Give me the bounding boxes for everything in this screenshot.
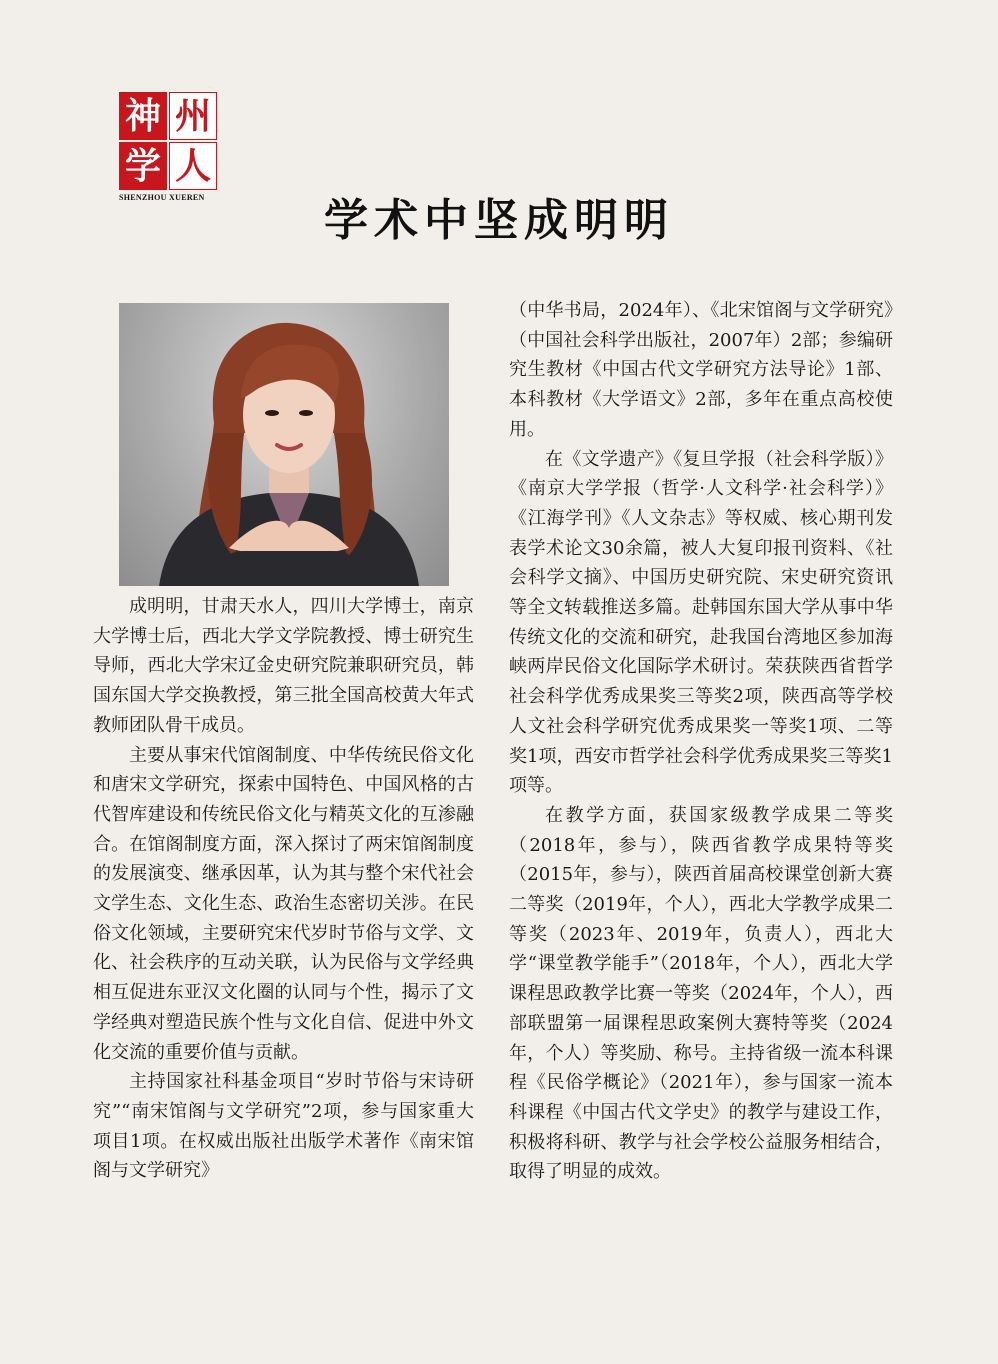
article-left-column	[93, 592, 474, 1186]
paragraph-papers-awards: 在《文学遗产》《复旦学报（社会科学版）》《南京大学学报（哲学·人文科学·社会科学）》《江海学刊》《人文杂志》等权威、核心期刊发表学术论文30余篇，被人大复印报刊资料、《社会科学文摘》、中国历史研究院、宋史研究资讯等全文转载推送多篇。赴韩国东国大学从事中华传统文化的交流和研究，赴我国台湾地区参加海峡两岸民俗文化国际学术研讨。荣获陕西省哲学社会科学优秀成果奖三等奖2项，陕西高等学校人文社会科学研究优秀成果奖一等奖1项、二等奖1项，西安市哲学社会科学优秀成果奖三等奖1项等。	[509, 448, 893, 797]
logo-char-zhou: 州	[169, 92, 217, 140]
paragraph-teaching: 在教学方面，获国家级教学成果二等奖（2018年，参与），陕西省教学成果特等奖（2015年，参与），陕西首届高校课堂创新大赛二等奖（2019年，个人），西北大学教学成果二等奖（2023年、2019年，负责人），西北大学“课堂教学能手”（2018年，个人），西北大学课程思政教学比赛一等奖（2024年，个人），西部联盟第一届课程思政案例大赛特等奖（2024年，个人）等奖励、称号。主持省级一流本科课程《民俗学概论》（2021年），参与国家一流本科课程《中国古代文学史》的教学与建设工作，积极将科研、教学与社会学校公益服务相结合，取得了明显的成效。	[509, 804, 893, 1183]
logo-grid	[119, 92, 217, 190]
paragraph-projects: 主持国家社科基金项目“岁时节俗与宋诗研究”“南宋馆阁与文学研究”2项，参与国家重大项目1项。在权威出版社出版学术著作《南宋馆阁与文学研究》	[93, 1071, 474, 1182]
logo-english-text: SHENZHOU XUEREN	[119, 193, 205, 202]
logo-char-xue: 学	[119, 142, 167, 190]
portrait-photo	[119, 303, 449, 586]
article-title: 学术中坚成明明	[324, 195, 674, 246]
logo-char-shen: 神	[119, 92, 167, 140]
paragraph-bio: 成明明，甘肃天水人，四川大学博士，南京大学博士后，西北大学文学院教授、博士研究生导师，西北大学宋辽金史研究院兼职研究员，韩国东国大学交换教授，第三批全国高校黄大年式教师团队骨干成员。	[93, 596, 474, 736]
logo-char-ren: 人	[169, 142, 217, 190]
portrait-illustration	[119, 303, 449, 586]
article-right-column	[509, 296, 893, 1187]
paragraph-publications: （中华书局，2024年）、《北宋馆阁与文学研究》（中国社会科学出版社，2007年）2部；参编研究生教材《中国古代文学研究方法导论》1部、本科教材《大学语文》2部，多年在重点高校使用。	[509, 300, 893, 440]
paragraph-research: 主要从事宋代馆阁制度、中华传统民俗文化和唐宋文学研究，探索中国特色、中国风格的古代智库建设和传统民俗文化与精英文化的互渗融合。在馆阁制度方面，深入探讨了两宋馆阁制度的发展演变、继承因革，认为其与整个宋代社会文学生态、文化生态、政治生态密切关涉。在民俗文化领域，主要研究宋代岁时节俗与文学、文化、社会秩序的互动关联，认为民俗与文学经典相互促进东亚汉文化圈的认同与个性，揭示了文学经典对塑造民族个性与文化自信、促进中外文化交流的重要价值与贡献。	[93, 744, 474, 1063]
